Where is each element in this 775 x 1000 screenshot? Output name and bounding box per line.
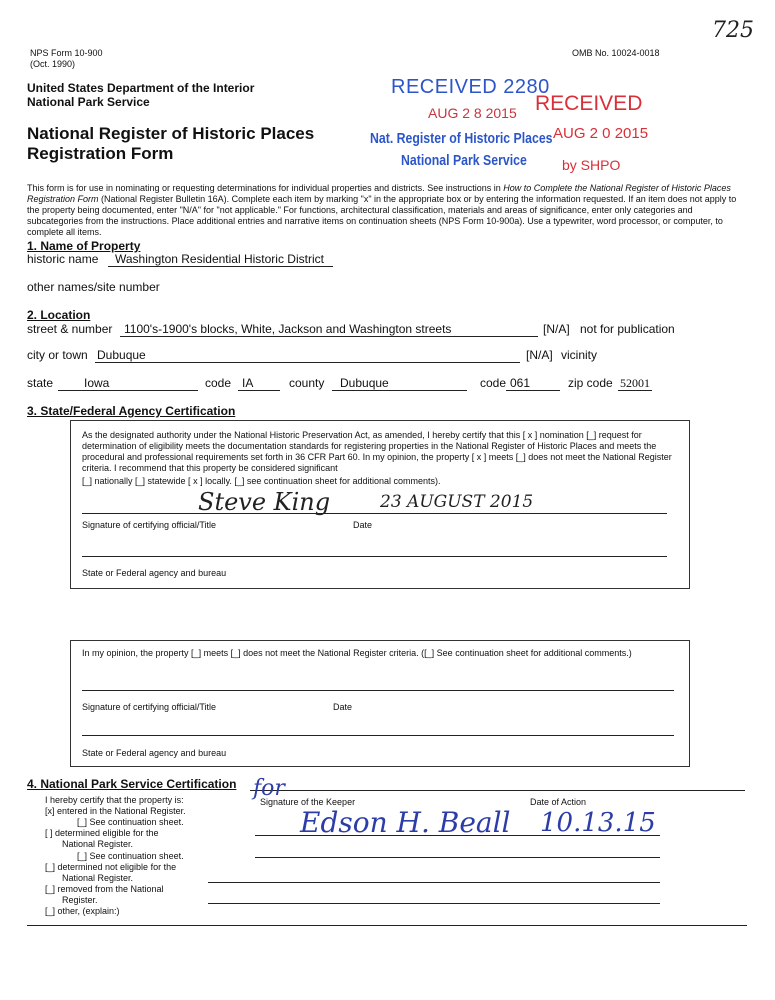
nps-stamp: National Park Service [401,152,527,169]
vicinity-checkbox[interactable]: [N/A] [526,348,553,362]
certifying-official-handwritten-signature: Steve King [198,488,331,516]
received-stamp-red: RECEIVED [535,92,643,115]
code-line [238,390,280,391]
keeper-line-4 [208,903,660,904]
form-date: (Oct. 1990) [30,59,76,69]
zip-label: zip code [568,376,613,390]
nat-register-stamp: Nat. Register of Historic Places [370,130,553,147]
agency-line-1 [82,556,667,557]
zip-line [618,390,652,391]
street-label: street & number [27,322,113,336]
signature-line-2 [82,690,674,691]
code-label: code [205,376,232,390]
not-eligible-option-line1[interactable]: [_] determined not eligible for the [45,862,177,872]
removed-option-line2: Register. [62,895,98,905]
department-name: United States Department of the Interior [27,81,255,95]
historic-name-label: historic name [27,252,99,266]
keeper-line-3 [208,882,660,883]
received-date-blue-stamp: AUG 2 8 2015 [428,105,517,121]
eligible-option-line2: National Register. [62,839,134,849]
opinion-text: In my opinion, the property [_] meets [_] does not meet the National Register criteria. ([_] See continuation sheet for additional comments.) [82,648,632,658]
historic-name-line [108,266,333,267]
code-value[interactable]: IA [242,376,254,390]
instructions-text-b: (National Register Bulletin 16A). Complete each item by marking "x" in the appropriate box or by entering the information requested. If an item does not apply to the property being documented, enter "N/A" for "not applicable." For functions, architectural classification, materials and areas of significance, enter only categories and subcategories from the instructions. Place additional entries and narrative items on continuation sheets (NPS Form 10-900a). Use a typewriter, word processor, or computer, to complete all items. [27,194,737,237]
state-line [58,390,198,391]
section4-heading: 4. National Park Service Certification [27,777,237,791]
agency-label-2: State or Federal agency and bureau [82,748,227,758]
by-shpo-stamp: by SHPO [562,157,621,173]
section4-top-line [250,790,745,791]
instructions-paragraph [27,183,747,238]
other-names-label: other names/site number [27,280,160,294]
code2-line [506,390,560,391]
certify-text: I hereby certify that the property is: [45,795,184,805]
received-date-red-stamp: AUG 2 0 2015 [553,125,649,142]
omb-number: OMB No. 10024-0018 [572,48,660,58]
section1-heading: 1. Name of Property [27,239,141,253]
received-stamp-blue: RECEIVED 2280 [391,76,550,98]
signature-line-1 [82,513,667,514]
nfp-checkbox[interactable]: [N/A] [543,322,570,336]
zip-value[interactable]: 52001 [620,376,650,390]
removed-option-line1[interactable]: [_] removed from the National [45,884,164,894]
section2-heading: 2. Location [27,308,91,322]
agency-line-2 [82,735,674,736]
date-of-action-label: Date of Action [530,797,587,807]
city-value[interactable]: Dubuque [97,348,146,362]
historic-name-value[interactable]: Washington Residential Historic District [115,252,324,266]
eligible-option-line1[interactable]: [ ] determined eligible for the [45,828,159,838]
date-label-1: Date [353,520,373,530]
instructions-text-a: This form is for use in nominating or requesting determinations for individual properties and districts. See instructions in [27,183,504,193]
action-handwritten-date: 10.13.15 [540,808,656,838]
keeper-signature-label: Signature of the Keeper [260,797,356,807]
form-title-line1: National Register of Historic Places [27,124,315,143]
keeper-handwritten-signature: Edson H. Beall [300,806,511,839]
date-label-2: Date [333,702,353,712]
instructions-italic-title: How to Complete the National Register of Historic Places Registration Form [27,183,731,204]
agency-label-1: State or Federal agency and bureau [82,568,227,578]
city-line [95,362,520,363]
nfp-label: not for publication [580,322,675,336]
keeper-line-2 [255,857,660,858]
other-option[interactable]: [_] other, (explain:) [45,906,120,916]
city-label: city or town [27,348,88,362]
certification-text: As the designated authority under the National Historic Preservation Act, as amended, I hereby certify that this [ x ] nomination [_] request for determination of eligibility meets the documentation standards for registering properties in the National Register of Historic Places and meets the procedural and professional requirements set forth in 36 CFR Part 60. In my opinion, the property [ x ] meets [_] does not meet the National Register criteria. I recommend that this property be considered significant [82,430,672,473]
street-line [120,336,538,337]
section4-bottom-line [27,925,747,926]
county-value[interactable]: Dubuque [340,376,389,390]
see-continuation-1[interactable]: [_] See continuation sheet. [77,817,184,827]
county-label: county [289,376,325,390]
signature-label-2: Signature of certifying official/Title [82,702,217,712]
form-number: NPS Form 10-900 [30,48,103,58]
handwritten-page-number: 725 [712,18,754,43]
entered-option[interactable]: [x] entered in the National Register. [45,806,186,816]
code2-value[interactable]: 061 [510,376,531,390]
section3-heading: 3. State/Federal Agency Certification [27,404,236,418]
form-title-line2: Registration Form [27,144,174,163]
county-line [332,390,467,391]
service-name: National Park Service [27,95,150,109]
keeper-handwritten-for: for [253,776,285,801]
certification-level-text: [_] nationally [_] statewide [ x ] locally. [_] see continuation sheet for additional comments). [82,476,441,486]
certifying-handwritten-date: 23 AUGUST 2015 [380,492,534,512]
state-value[interactable]: Iowa [84,376,110,390]
state-label: state [27,376,54,390]
code2-label: code [480,376,507,390]
signature-label-1: Signature of certifying official/Title [82,520,217,530]
see-continuation-2[interactable]: [_] See continuation sheet. [77,851,184,861]
street-value[interactable]: 1100's-1900's blocks, White, Jackson and Washington streets [124,322,452,336]
vicinity-label: vicinity [561,348,598,362]
not-eligible-option-line2: National Register. [62,873,134,883]
keeper-line-1 [255,835,660,836]
